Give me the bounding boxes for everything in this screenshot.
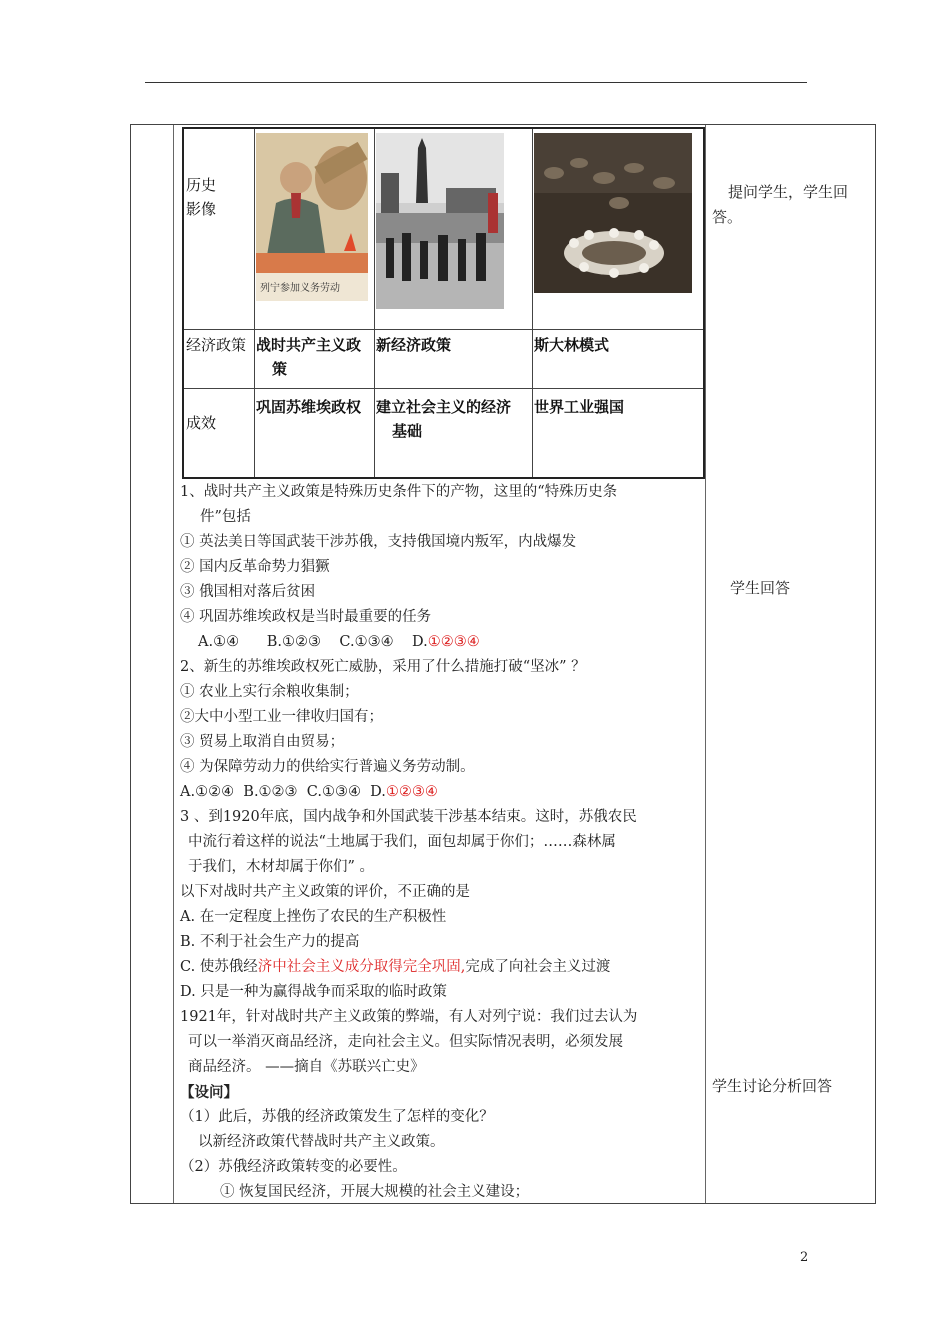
q2-option-2: ②大中小型工业一律收归国有； [180, 709, 383, 725]
effect-war-communism: 巩固苏维埃政权 [256, 398, 362, 416]
q3-option-a: A. 在一定程度上挫伤了农民的生产积极性 [180, 909, 447, 925]
q1-line2: 件”包括 [200, 509, 251, 525]
sub-answer-1: 以新经济政策代替战时共产主义政策。 [198, 1134, 445, 1150]
q1-choices: A.①④ B.①②③ C.①③④ D.①②③④ [198, 634, 480, 650]
effect-stalin-model: 世界工业强国 [534, 398, 625, 416]
q3-line4: 以下对战时共产主义政策的评价，不正确的是 [180, 884, 470, 900]
q2-choices: A.①②④ B.①②③ C.①③④ D.①②③④ [180, 784, 438, 800]
passage-line3: 商品经济。 ——摘自《苏联兴亡史》 [188, 1059, 425, 1075]
teacher-notes-column [705, 125, 876, 1203]
sub-question-1: （1）此后，苏俄的经济政策发生了怎样的变化？ [180, 1109, 494, 1125]
q1-option-4: ④ 巩固苏维埃政权是当时最重要的任务 [180, 609, 432, 625]
policy-row-label: 经济政策 [186, 336, 247, 354]
q1-answer: ①②③④ [427, 634, 480, 650]
red-square-photo [376, 133, 504, 309]
collective-farm-photo [534, 133, 692, 293]
q3-option-d: D. 只是一种为赢得战争而采取的临时政策 [180, 984, 447, 1000]
sub-question-2: （2）苏俄经济政策转变的必要性。 [180, 1159, 407, 1175]
header-rule [145, 82, 807, 83]
q1-line1: 1、战时共产主义政策是特殊历史条件下的产物，这里的“特殊历史条 [180, 484, 618, 500]
q1-option-3: ③ 俄国相对落后贫困 [180, 584, 316, 600]
note-student-answer: 学生回答 [730, 579, 791, 597]
lenin-poster-image [256, 133, 368, 301]
passage-line2: 可以一举消灭商品经济，走向社会主义。但实际情况表明，必须发展 [188, 1034, 623, 1050]
left-column [131, 125, 174, 1203]
q2-option-4: ④ 为保障劳动力的供给实行普遍义务劳动制。 [180, 759, 475, 775]
policy-nep: 新经济政策 [376, 336, 452, 354]
note-student-discussion: 学生讨论分析回答 [712, 1077, 833, 1095]
q1-option-1: ① 英法美日等国武装干涉苏俄，支持俄国境内叛军，内战爆发 [180, 534, 577, 550]
q3-line3: 于我们，木材却属于你们” 。 [188, 859, 375, 875]
effect-row-label: 成效 [186, 414, 217, 432]
q3-option-b: B. 不利于社会生产力的提高 [180, 934, 360, 950]
q1-option-2: ② 国内反革命势力猖獗 [180, 559, 330, 575]
policy-comparison-table [182, 127, 705, 479]
policy-war-communism: 战时共产主义政 策 [256, 336, 362, 378]
policy-stalin-model: 斯大林模式 [534, 336, 610, 354]
set-question-heading: 【设问】 [180, 1084, 238, 1101]
q3-line2: 中流行着这样的说法“土地属于我们，面包却属于你们；……森林属 [188, 834, 616, 850]
poster-caption: 列宁参加义务劳动 [260, 283, 340, 294]
passage-line1: 1921年，针对战时共产主义政策的弊端，有人对列宁说：我们过去认为 [180, 1009, 638, 1025]
note-ask-students: 提问学生，学生回 答。 [712, 183, 849, 226]
q2-answer: ①②③④ [385, 784, 438, 800]
sub-answer-2: ① 恢复国民经济，开展大规模的社会主义建设； [220, 1184, 530, 1200]
q2-option-3: ③ 贸易上取消自由贸易； [180, 734, 345, 750]
page-number: 2 [800, 1250, 809, 1265]
q2-line1: 2、新生的苏维埃政权死亡威胁，采用了什么措施打破“坚冰” ？ [180, 659, 586, 675]
effect-nep: 建立社会主义的经济 基础 [376, 398, 512, 440]
q2-option-1: ① 农业上实行余粮收集制； [180, 684, 359, 700]
q3-line1: 3 、到1920年底，国内战争和外国武装干涉基本结束。这时，苏俄农民 [180, 809, 637, 825]
history-image-label: 历史 影像 [186, 176, 217, 218]
q3-option-c: C. 使苏俄经济中社会主义成分取得完全巩固,完成了向社会主义过渡 [180, 959, 611, 975]
